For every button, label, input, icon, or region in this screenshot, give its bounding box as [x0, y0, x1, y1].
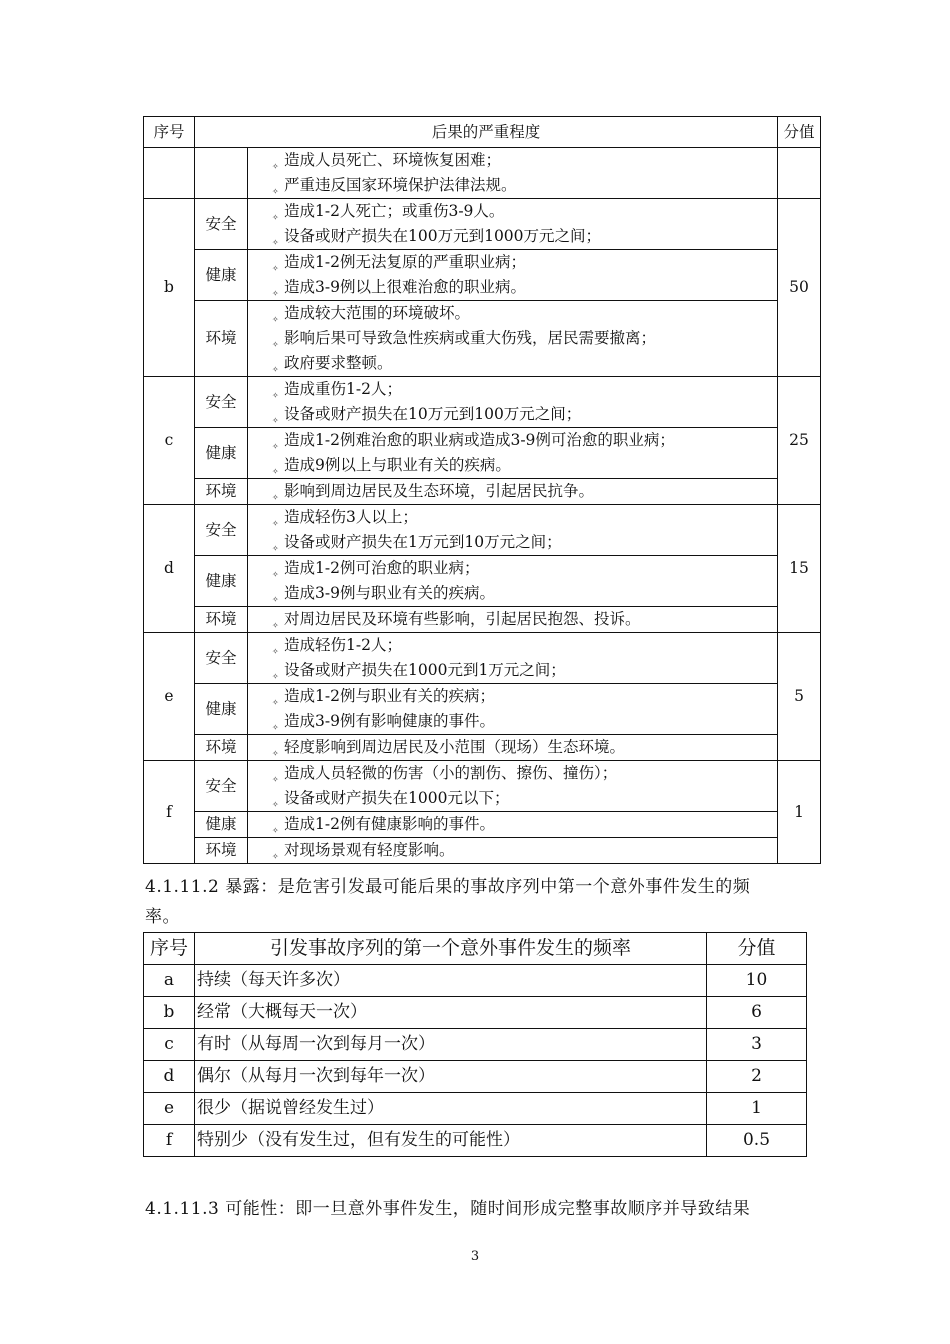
diamond-bullet-icon: ✧: [272, 519, 279, 528]
frequency-level: d: [144, 1061, 195, 1093]
severity-score: 50: [778, 199, 821, 377]
severity-description: [248, 633, 778, 684]
severity-line: [252, 761, 777, 786]
severity-row: [144, 607, 821, 633]
severity-line: [252, 479, 777, 504]
severity-score: 15: [778, 505, 821, 633]
page-number: 3: [470, 1249, 480, 1264]
severity-description: [248, 301, 778, 377]
category-label: 环境: [195, 607, 248, 633]
severity-line-text: 轻度影响到周边居民及小范围（现场）生态环境。: [284, 738, 626, 756]
severity-level: b: [144, 199, 195, 377]
frequency-row: [144, 1061, 807, 1093]
frequency-score: 10: [707, 965, 807, 997]
diamond-bullet-icon: ✧: [272, 698, 279, 707]
severity-row: [144, 812, 821, 838]
severity-score: 5: [778, 633, 821, 761]
severity-row: [144, 735, 821, 761]
diamond-bullet-icon: ✧: [272, 213, 279, 222]
severity-description: [248, 377, 778, 428]
severity-row: [144, 428, 821, 479]
frequency-description: 特别少（没有发生过，但有发生的可能性）: [195, 1125, 707, 1157]
severity-line: [252, 377, 777, 402]
severity-header-row: [144, 117, 821, 148]
frequency-score: 2: [707, 1061, 807, 1093]
severity-line-text: 造成9例以上与职业有关的疾病。: [284, 456, 511, 474]
severity-line: ✧ 造成人员死亡、环境恢复困难；: [272, 151, 502, 171]
severity-line-text: 设备或财产损失在10万元到100万元之间；: [284, 405, 582, 423]
diamond-bullet-icon: ✧: [272, 800, 279, 809]
severity-line: [252, 402, 777, 427]
category-label: 健康: [195, 428, 248, 479]
category-label: 环境: [195, 301, 248, 377]
severity-level: f: [144, 761, 195, 864]
category-label: 安全: [195, 377, 248, 428]
severity-line-text: 造成1-2例无法复原的严重职业病；: [284, 253, 526, 271]
severity-row: [144, 301, 821, 377]
severity-score: 25: [778, 377, 821, 505]
diamond-bullet-icon: ✧: [272, 775, 279, 784]
diamond-bullet-icon: ✧: [272, 749, 279, 758]
diamond-bullet-icon: ✧: [272, 416, 279, 425]
category-label: 环境: [195, 479, 248, 505]
severity-table: [143, 116, 821, 864]
diamond-bullet-icon: ✧: [272, 391, 279, 400]
severity-line-text: 造成1-2例有健康影响的事件。: [284, 815, 495, 833]
severity-line: [252, 633, 777, 658]
freq-header-text: 引发事故序列的第一个意外事件发生的频率: [195, 933, 707, 965]
exposure-paragraph-line1: 4.1.11.2 暴露：是危害引发最可能后果的事故序列中第一个意外事件发生的频: [145, 877, 751, 897]
severity-line: [252, 530, 777, 555]
freq-header-no: 序号: [144, 933, 195, 965]
diamond-bullet-icon: ✧: [272, 544, 279, 553]
possibility-paragraph: 4.1.11.3 可能性：即一旦意外事件发生，随时间形成完整事故顺序并导致结果: [145, 1199, 751, 1219]
severity-description: [248, 735, 778, 761]
severity-line-text: 造成1-2例难治愈的职业病或造成3-9例可治愈的职业病；: [284, 431, 675, 449]
frequency-row: [144, 1125, 807, 1157]
severity-line-text: 造成1-2例可治愈的职业病；: [284, 559, 480, 577]
severity-line: ✧ 严重违反国家环境保护法律法规。: [272, 176, 517, 196]
severity-description: [248, 199, 778, 250]
diamond-bullet-icon: ✧: [272, 647, 279, 656]
diamond-bullet-icon: ✧: [272, 264, 279, 273]
diamond-bullet-icon: ✧: [272, 162, 279, 171]
frequency-row: [144, 997, 807, 1029]
exposure-paragraph-line2: 率。: [145, 907, 180, 927]
severity-line-text: 造成人员轻微的伤害（小的割伤、擦伤、撞伤）；: [284, 764, 618, 782]
severity-row: [144, 199, 821, 250]
severity-line: [252, 275, 777, 300]
severity-line: [252, 684, 777, 709]
frequency-level: a: [144, 965, 195, 997]
severity-line: [252, 505, 777, 530]
severity-row: [144, 556, 821, 607]
severity-line-text: 造成轻伤1-2人；: [284, 636, 402, 654]
severity-line: [252, 709, 777, 734]
severity-line-text: 设备或财产损失在1000元以下；: [284, 789, 510, 807]
frequency-table: [143, 932, 807, 1157]
severity-line-text: 造成重伤1-2人；: [284, 380, 402, 398]
frequency-level: e: [144, 1093, 195, 1125]
continued-no-cell: [144, 148, 195, 199]
frequency-row: [144, 965, 807, 997]
category-label: 安全: [195, 633, 248, 684]
severity-line-text: 造成1-2例与职业有关的疾病；: [284, 687, 495, 705]
severity-line-text: 造成1-2人死亡；或重伤3-9人。: [284, 202, 505, 220]
frequency-description: 持续（每天许多次）: [195, 965, 707, 997]
diamond-bullet-icon: ✧: [272, 723, 279, 732]
category-label: 健康: [195, 250, 248, 301]
severity-line-text: 设备或财产损失在1万元到10万元之间；: [284, 533, 562, 551]
severity-line: [252, 786, 777, 811]
diamond-bullet-icon: ✧: [272, 467, 279, 476]
diamond-bullet-icon: ✧: [272, 852, 279, 861]
severity-description: [248, 607, 778, 633]
severity-line-text: 造成较大范围的环境破坏。: [284, 304, 471, 322]
severity-row: [144, 838, 821, 864]
category-label: 健康: [195, 556, 248, 607]
severity-line: [252, 326, 777, 351]
severity-level: c: [144, 377, 195, 505]
header-severity: 后果的严重程度: [195, 117, 778, 148]
continued-label-cell: [195, 148, 248, 199]
severity-level: e: [144, 633, 195, 761]
severity-line: [252, 607, 777, 632]
severity-line-text: 影响到周边居民及生态环境，引起居民抗争。: [284, 482, 595, 500]
continued-text-cell: [248, 148, 778, 199]
severity-description: [248, 684, 778, 735]
severity-line: [252, 556, 777, 581]
severity-score: 1: [778, 761, 821, 864]
diamond-bullet-icon: ✧: [272, 595, 279, 604]
severity-line-text: 造成轻伤3人以上；: [284, 508, 418, 526]
category-label: 安全: [195, 761, 248, 812]
severity-line: [252, 301, 777, 326]
continued-row: [144, 148, 821, 199]
severity-line: [252, 250, 777, 275]
frequency-score: 0.5: [707, 1125, 807, 1157]
severity-row: [144, 505, 821, 556]
severity-description: [248, 479, 778, 505]
diamond-bullet-icon: ✧: [272, 826, 279, 835]
frequency-row: [144, 1093, 807, 1125]
severity-line-text: 政府要求整顿。: [284, 354, 393, 372]
frequency-description: 偶尔（从每月一次到每年一次）: [195, 1061, 707, 1093]
diamond-bullet-icon: ✧: [272, 187, 279, 196]
severity-description: [248, 556, 778, 607]
severity-line-text: 造成3-9例以上很难治愈的职业病。: [284, 278, 526, 296]
severity-line: [252, 658, 777, 683]
category-label: 安全: [195, 199, 248, 250]
category-label: 健康: [195, 812, 248, 838]
severity-description: [248, 761, 778, 812]
frequency-description: 很少（据说曾经发生过）: [195, 1093, 707, 1125]
header-no: 序号: [144, 117, 195, 148]
severity-line: [252, 199, 777, 224]
severity-line: [252, 581, 777, 606]
severity-line: [252, 428, 777, 453]
diamond-bullet-icon: ✧: [272, 570, 279, 579]
severity-row: [144, 761, 821, 812]
severity-description: [248, 838, 778, 864]
diamond-bullet-icon: ✧: [272, 365, 279, 374]
severity-line-text: 影响后果可导致急性疾病或重大伤残，居民需要撤离；: [284, 329, 657, 347]
frequency-description: 有时（从每周一次到每月一次）: [195, 1029, 707, 1061]
severity-description: [248, 428, 778, 479]
category-label: 健康: [195, 684, 248, 735]
severity-row: [144, 684, 821, 735]
frequency-score: 3: [707, 1029, 807, 1061]
frequency-header-row: [144, 933, 807, 965]
diamond-bullet-icon: ✧: [272, 289, 279, 298]
severity-line-text: 对现场景观有轻度影响。: [284, 841, 455, 859]
continued-score-cell: [778, 148, 821, 199]
category-label: 安全: [195, 505, 248, 556]
diamond-bullet-icon: ✧: [272, 493, 279, 502]
severity-line-text: 造成3-9例有影响健康的事件。: [284, 712, 495, 730]
frequency-score: 1: [707, 1093, 807, 1125]
category-label: 环境: [195, 838, 248, 864]
frequency-score: 6: [707, 997, 807, 1029]
severity-line-text: 设备或财产损失在1000元到1万元之间；: [284, 661, 566, 679]
diamond-bullet-icon: ✧: [272, 315, 279, 324]
diamond-bullet-icon: ✧: [272, 238, 279, 247]
freq-header-score: 分值: [707, 933, 807, 965]
header-score: 分值: [778, 117, 821, 148]
severity-description: [248, 812, 778, 838]
severity-row: [144, 633, 821, 684]
severity-line: [252, 838, 777, 863]
severity-line-text: 对周边居民及环境有些影响，引起居民抱怨、投诉。: [284, 610, 641, 628]
severity-line: [252, 351, 777, 376]
severity-level: d: [144, 505, 195, 633]
severity-line: [252, 224, 777, 249]
severity-line: [252, 735, 777, 760]
severity-line: [252, 453, 777, 478]
diamond-bullet-icon: ✧: [272, 442, 279, 451]
frequency-level: f: [144, 1125, 195, 1157]
frequency-level: b: [144, 997, 195, 1029]
diamond-bullet-icon: ✧: [272, 621, 279, 630]
diamond-bullet-icon: ✧: [272, 340, 279, 349]
frequency-level: c: [144, 1029, 195, 1061]
severity-description: [248, 505, 778, 556]
frequency-description: 经常（大概每天一次）: [195, 997, 707, 1029]
diamond-bullet-icon: ✧: [272, 672, 279, 681]
severity-row: [144, 479, 821, 505]
severity-line-text: 设备或财产损失在100万元到1000万元之间；: [284, 227, 602, 245]
severity-line: [252, 812, 777, 837]
category-label: 环境: [195, 735, 248, 761]
severity-row: [144, 250, 821, 301]
severity-description: [248, 250, 778, 301]
severity-line-text: 造成3-9例与职业有关的疾病。: [284, 584, 495, 602]
severity-row: [144, 377, 821, 428]
frequency-row: [144, 1029, 807, 1061]
